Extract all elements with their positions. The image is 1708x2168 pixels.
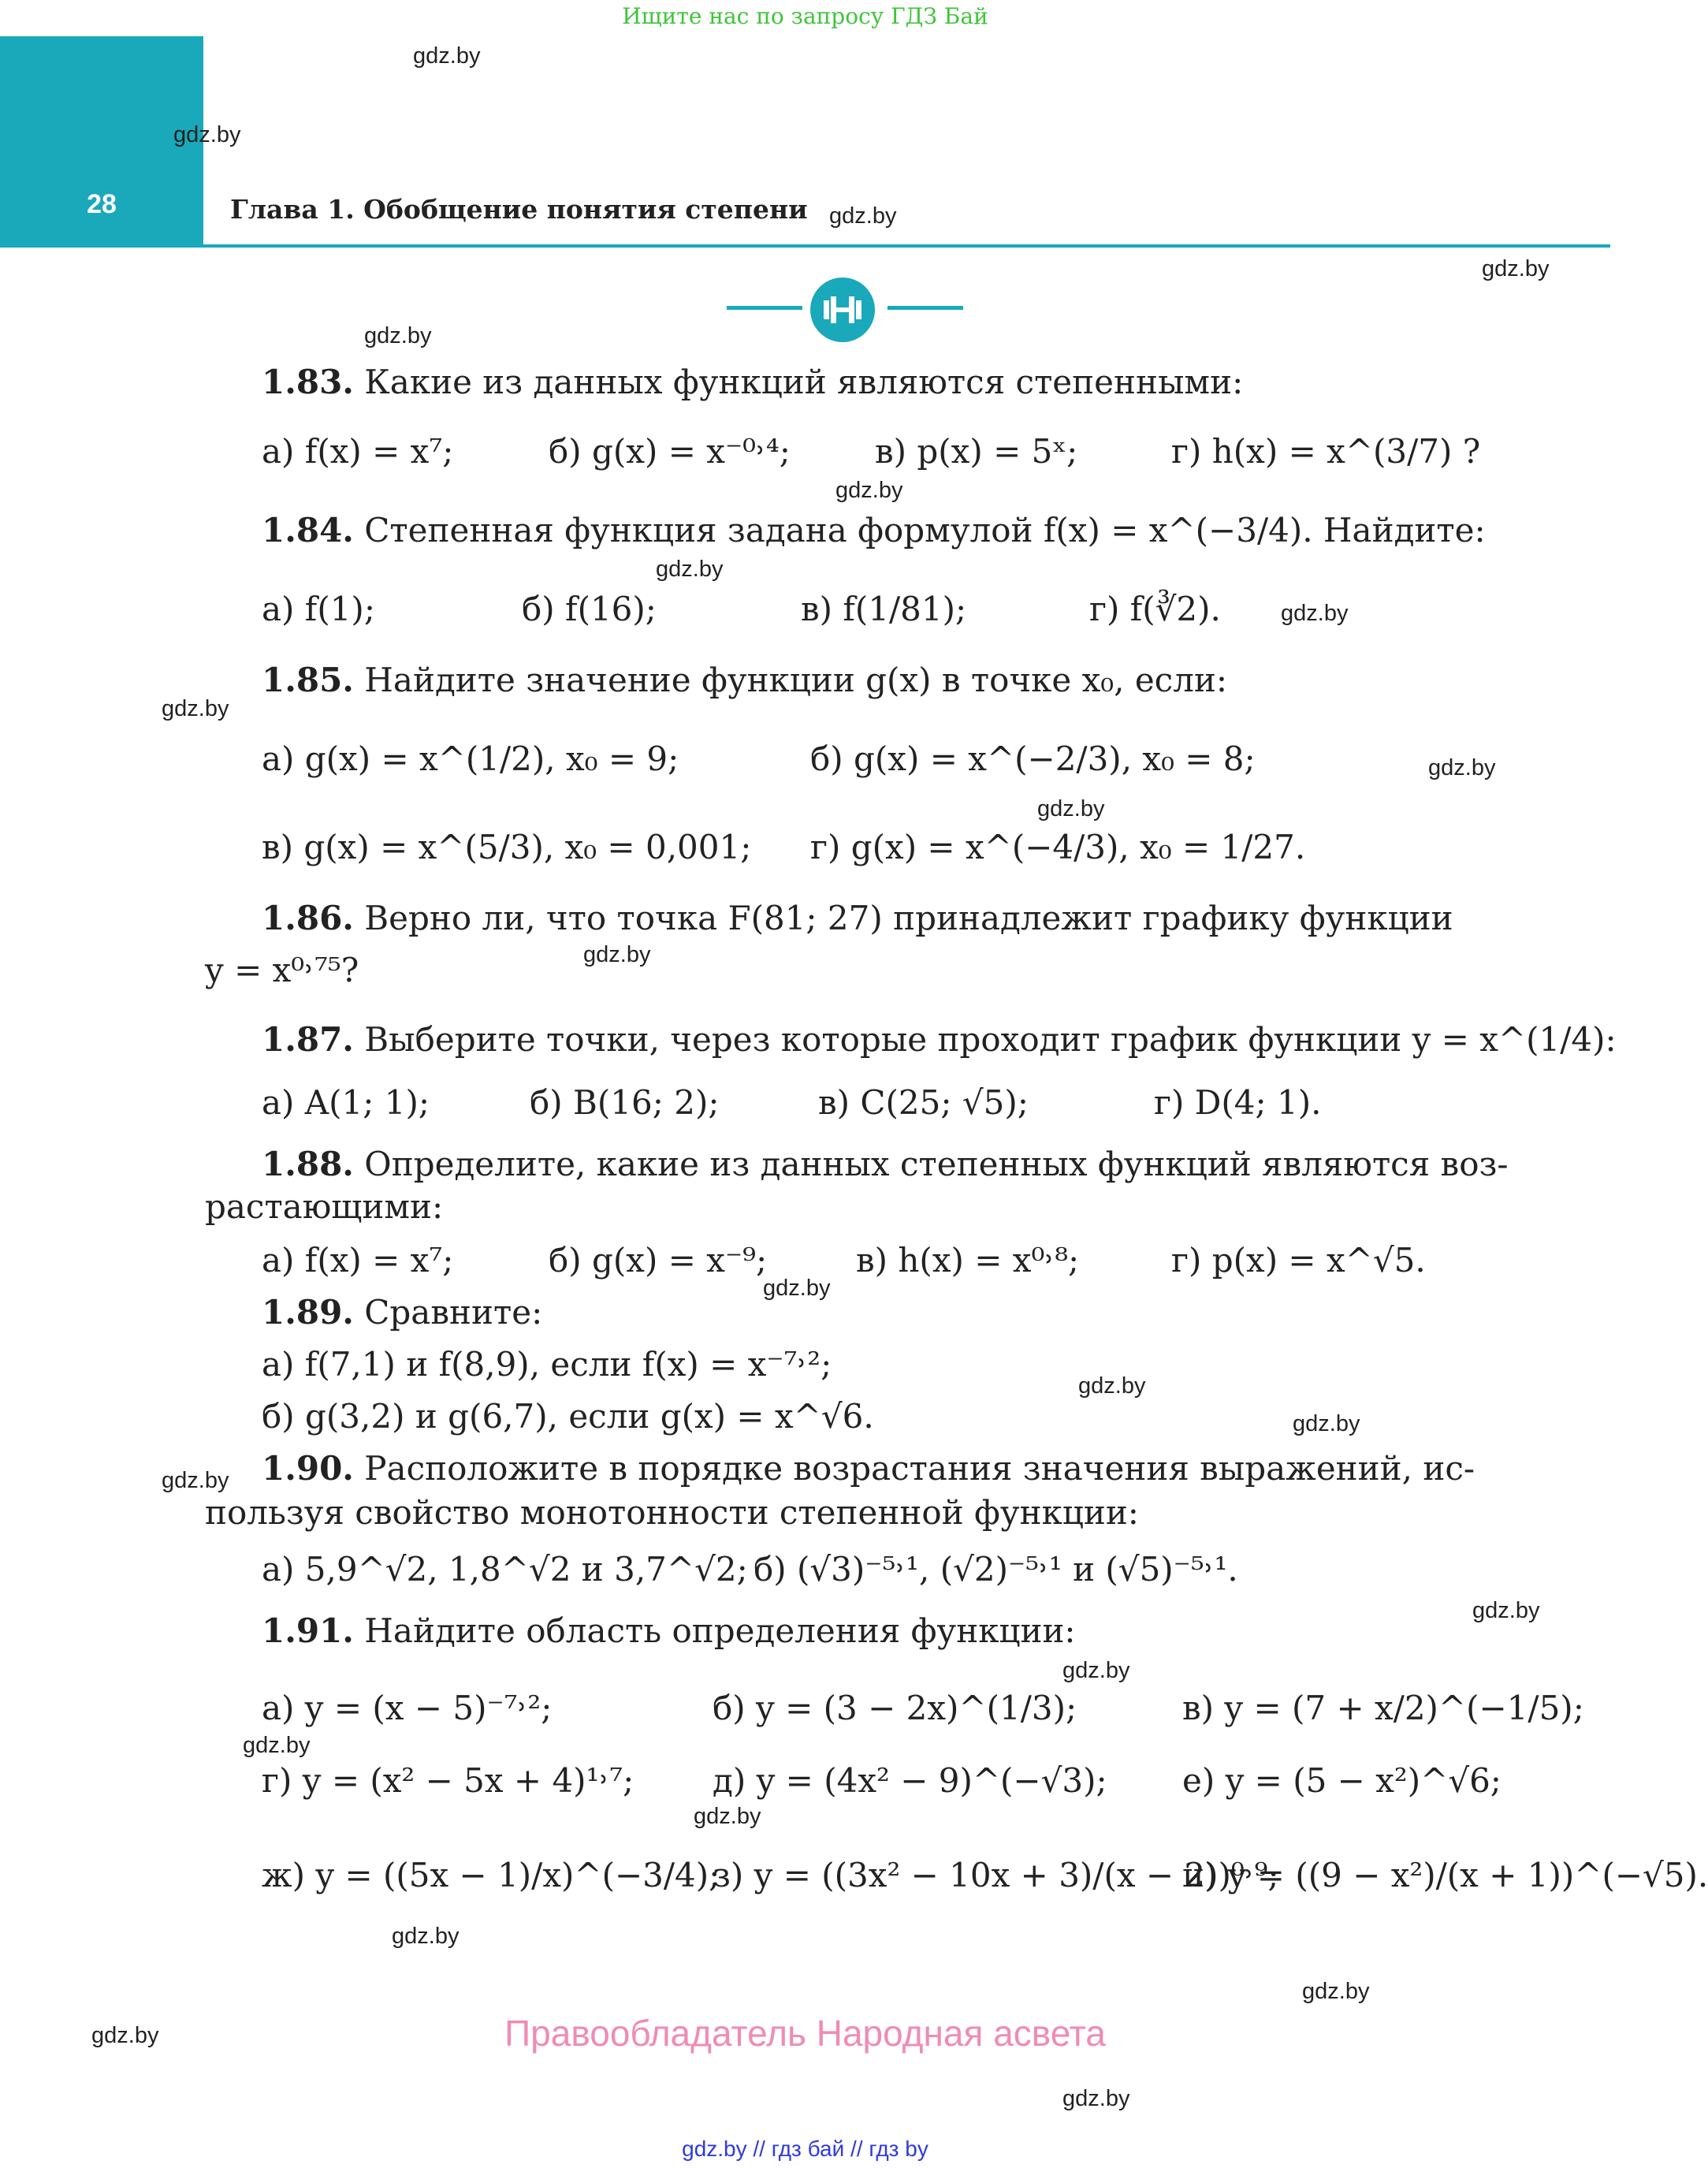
problem-1-90-option: б) (√3)⁻⁵˒¹, (√2)⁻⁵˒¹ и (√5)⁻⁵˒¹. <box>754 1550 1238 1589</box>
problem-1-87-option: г) D(4; 1). <box>1154 1083 1322 1122</box>
watermark: gdz.by <box>829 203 897 229</box>
problem-1-83-option: г) h(x) = x^(3/7) ? <box>1171 432 1481 471</box>
watermark: gdz.by <box>364 323 432 348</box>
dumbbell-icon <box>810 278 875 342</box>
chapter-title: Глава 1. Обобщение понятия степени <box>230 194 808 225</box>
problem-1-83-option: а) f(x) = x⁷; <box>262 432 454 471</box>
problem-1-83-option: в) p(x) = 5ˣ; <box>875 432 1078 471</box>
problem-1-91-option: а) y = (x − 5)⁻⁷˒²; <box>262 1689 553 1727</box>
watermark: gdz.by <box>1293 1411 1360 1436</box>
problem-1-88-option: в) h(x) = x⁰˒⁸; <box>856 1241 1080 1280</box>
watermark: gdz.by <box>173 122 241 147</box>
problem-1-85-option: а) g(x) = x^(1/2), x₀ = 9; <box>262 739 679 778</box>
problem-1-90: 1.90. Расположите в порядке возрастания значения выражений, ис- <box>262 1449 1475 1488</box>
problem-1-86-cont: y = x⁰˒⁷⁵? <box>205 951 359 989</box>
problem-1-85: 1.85. Найдите значение функции g(x) в точке x₀, если: <box>262 661 1228 699</box>
problem-1-91-option: и) y = ((9 − x²)/(x + 1))^(−√5). <box>1182 1856 1708 1894</box>
problem-1-90-cont: пользуя свойство монотонности степенной функции: <box>205 1493 1139 1532</box>
watermark: gdz.by <box>243 1733 311 1758</box>
copyright-notice: Правообладатель Народная асвета <box>504 2013 1106 2054</box>
watermark: gdz.by <box>1062 1658 1130 1683</box>
watermark: gdz.by <box>1482 256 1550 281</box>
watermark: gdz.by <box>1037 796 1105 821</box>
watermark: gdz.by <box>763 1276 831 1301</box>
watermark: gdz.by <box>162 1468 229 1493</box>
problem-1-84-option: г) f(∛2). <box>1089 590 1221 628</box>
problem-1-85-option: в) g(x) = x^(5/3), x₀ = 0,001; <box>262 828 752 866</box>
watermark: gdz.by <box>1472 1598 1540 1623</box>
watermark: gdz.by <box>1281 601 1349 626</box>
watermark: gdz.by <box>835 478 903 503</box>
problem-1-91-option: б) y = (3 − 2x)^(1/3); <box>713 1689 1077 1727</box>
problem-1-89-option: а) f(7,1) и f(8,9), если f(x) = x⁻⁷˒²; <box>262 1345 832 1384</box>
problem-1-88-option: г) p(x) = x^√5. <box>1171 1241 1426 1280</box>
problem-1-85-option: г) g(x) = x^(−4/3), x₀ = 1/27. <box>810 828 1306 866</box>
problem-1-89: 1.89. Сравните: <box>262 1293 543 1332</box>
divider-left <box>727 306 802 310</box>
problem-1-87: 1.87. Выберите точки, через которые проходит график функции y = x^(1/4): <box>262 1020 1617 1059</box>
watermark: gdz.by <box>413 43 481 69</box>
problem-1-89-option: б) g(3,2) и g(6,7), если g(x) = x^√6. <box>262 1397 874 1436</box>
problem-1-84-option: а) f(1); <box>262 590 375 628</box>
problem-1-91-option: е) y = (5 − x²)^√6; <box>1182 1761 1501 1800</box>
problem-1-88-option: а) f(x) = x⁷; <box>262 1241 454 1280</box>
problem-1-83-option: б) g(x) = x⁻⁰˒⁴; <box>549 432 791 471</box>
problem-1-91-option: д) y = (4x² − 9)^(−√3); <box>713 1761 1107 1800</box>
problem-1-91-option: в) y = (7 + x/2)^(−1/5); <box>1182 1689 1584 1727</box>
problem-1-91-option: г) y = (x² − 5x + 4)¹˒⁷; <box>262 1761 634 1800</box>
watermark: gdz.by <box>1428 755 1496 780</box>
top-search-banner: Ищите нас по запросу ГДЗ Бай <box>622 3 988 29</box>
problem-1-83: 1.83. Какие из данных функций являются степенными: <box>262 363 1244 401</box>
watermark: gdz.by <box>162 696 229 721</box>
watermark: gdz.by <box>656 557 724 582</box>
page-number: 28 <box>87 189 117 219</box>
problem-1-85-option: б) g(x) = x^(−2/3), x₀ = 8; <box>810 739 1256 778</box>
watermark: gdz.by <box>1062 2086 1130 2111</box>
problem-1-87-option: в) C(25; √5); <box>818 1083 1029 1122</box>
header-line <box>203 244 1610 248</box>
watermark: gdz.by <box>392 1924 460 1949</box>
problem-1-84-option: б) f(16); <box>522 590 657 628</box>
watermark: gdz.by <box>583 942 651 967</box>
problem-1-87-option: а) A(1; 1); <box>262 1083 430 1122</box>
watermark: gdz.by <box>1302 1979 1370 2004</box>
problem-1-88: 1.88. Определите, какие из данных степенных функций являются воз- <box>262 1145 1509 1183</box>
problem-1-90-option: а) 5,9^√2, 1,8^√2 и 3,7^√2; <box>262 1550 748 1589</box>
problem-1-91: 1.91. Найдите область определения функции: <box>262 1611 1076 1650</box>
watermark: gdz.by <box>694 1804 761 1829</box>
watermark: gdz.by <box>91 2023 159 2048</box>
problem-1-84: 1.84. Степенная функция задана формулой f(x) = x^(−3/4). Найдите: <box>262 511 1486 549</box>
problem-1-88-cont: растающими: <box>205 1187 444 1226</box>
problem-1-86: 1.86. Верно ли, что точка F(81; 27) принадлежит графику функции <box>262 899 1453 937</box>
divider-right <box>887 306 963 310</box>
footer-links[interactable]: gdz.by // гдз бай // гдз by <box>682 2136 928 2161</box>
watermark: gdz.by <box>1078 1373 1146 1399</box>
problem-1-84-option: в) f(1/81); <box>801 590 967 628</box>
problem-1-91-option: з) y = ((3x² − 10x + 3)/(x − 2))⁰˒⁹; <box>713 1856 1279 1894</box>
problem-1-91-option: ж) y = ((5x − 1)/x)^(−3/4); <box>262 1856 720 1894</box>
problem-1-88-option: б) g(x) = x⁻⁹; <box>549 1241 768 1280</box>
problem-1-87-option: б) B(16; 2); <box>530 1083 720 1122</box>
